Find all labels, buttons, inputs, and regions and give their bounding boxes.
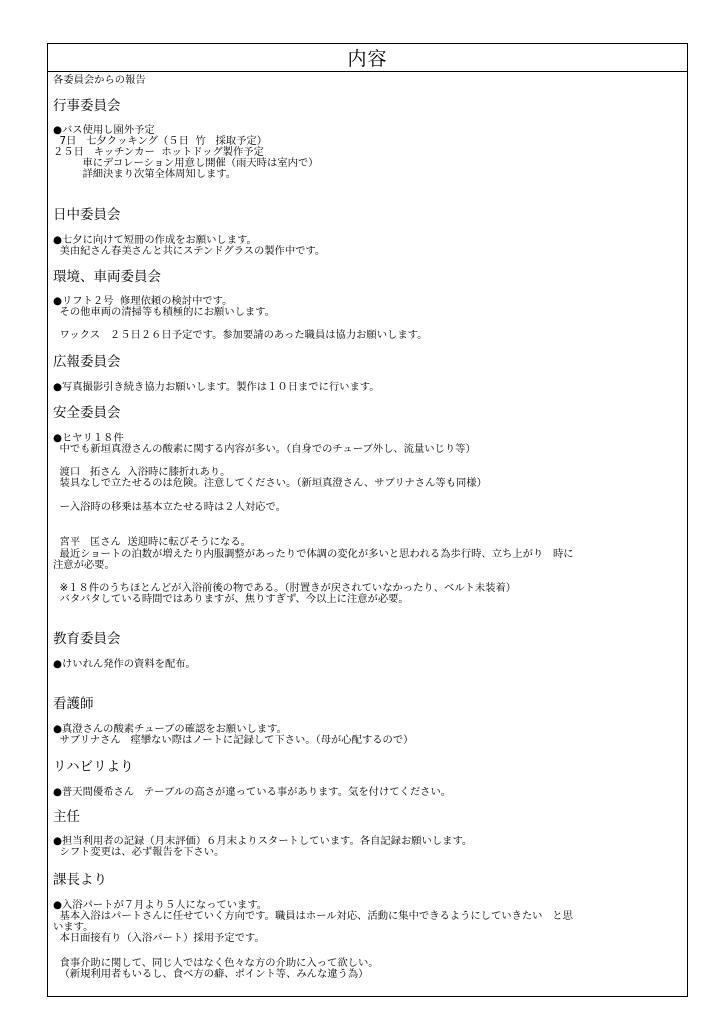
title-row [48, 44, 687, 72]
section-line: ●バス使用し園外予定 [53, 124, 155, 136]
section-heading-kyoiku: 教育委員会 [53, 631, 121, 647]
section-line: バタバタしている時間ではありますが、焦りすぎず、今以上に注意が必要。 [53, 593, 409, 605]
section-line: 宮平 匡さん 送迎時に転びそうになる。 [53, 536, 251, 548]
section-line: ●けいれん発作の資料を配布。 [53, 658, 196, 670]
section-line: 車にデコレーション用意し開催（雨天時は室内で） [53, 157, 319, 169]
section-line: ２５日 キッチンカー ホットドッグ製作予定 [53, 146, 264, 158]
section-line: 基本入浴はパートさんに任せていく方向です。職員はホール対応、活動に集中できるようにしていきたい と思 [53, 910, 573, 922]
section-line: 食事介助に関して、同じ人ではなく色々な方の介助に入って欲しい。 [53, 957, 379, 969]
section-line: ワックス ２５日２６日予定です。参加要請のあった職員は協力お願いします。 [53, 329, 428, 341]
section-line: 中でも新垣真澄さんの酸素に関する内容が多い。（自身でのチューブ外し、流量いじり等） [53, 443, 476, 455]
page-title: 内容 [347, 48, 388, 70]
section-line: ●七夕に向けて短冊の作成をお願いします。 [53, 234, 257, 246]
section-heading-koho: 広報委員会 [53, 354, 121, 370]
section-line: ※１８件のうちほとんどが入浴前後の物である。（肘置きが戻されていなかったり、ベルト未装着） [53, 582, 517, 594]
section-line: ●普天間優希さん テーブルの高さが違っている事があります。気を付けてください。 [53, 786, 452, 798]
section-heading-kangoshi: 看護師 [53, 696, 94, 712]
section-heading-anzen: 安全委員会 [53, 405, 121, 421]
section-heading-riha: リハビリより [53, 759, 134, 775]
section-line: 本日面接有り（入浴パート）採用予定です。 [53, 932, 265, 944]
section-line: ●担当利用者の記録（月末評価）６月末よりスタートしています。各自記録お願いします。 [53, 835, 473, 847]
section-heading-shunin: 主任 [53, 809, 80, 825]
section-heading-gyoji: 行事委員会 [53, 98, 121, 114]
section-line: シフト変更は、必ず報告を下さい。 [53, 846, 225, 858]
section-line: 装具なしで立たせるのは危険。注意してください。（新垣真澄さん、サブリナさん等も同様） [53, 477, 487, 489]
section-heading-kankyo: 環境、車両委員会 [53, 269, 161, 285]
section-line: 渡口 拓さん 入浴時に膝折れあり。 [53, 466, 231, 478]
section-line: ●リフト２号 修理依頼の検討中です。 [53, 295, 233, 307]
section-line: ●ヒヤリ１８件 [53, 432, 124, 444]
section-line: 美由紀さん春美さんと共にステンドグラスの製作中です。 [53, 245, 326, 257]
section-line: （新規利用者もいるし、食べ方の癖、ポイント等、みんな違う為） [53, 968, 369, 980]
section-line: 注意が必要。 [53, 559, 115, 571]
section-heading-nicchu: 日中委員会 [53, 207, 121, 223]
section-line: 7日 七夕クッキング（５日 竹 採取予定） [53, 135, 268, 147]
section-line: 最近ショートの泊数が増えたり内服調整があったりで体調の変化が多いと思われる為歩行時、立ち上がり 時に [53, 548, 574, 560]
report-frame [47, 43, 688, 997]
section-line: ー入浴時の移乗は基本立たせる時は２人対応で。 [53, 501, 286, 513]
section-line: サブリナさん 痙攣ない際はノートに記録して下さい。（母が心配するので） [53, 734, 414, 746]
section-line: その他車両の清掃等も積極的にお願いします。 [53, 306, 275, 318]
section-heading-kacho: 課長より [53, 872, 107, 888]
section-line: ●真澄さんの酸素チューブの確認をお願いします。 [53, 723, 287, 735]
section-line: 詳細決まり次第全体周知します。 [53, 168, 237, 180]
section-line: ●入浴パートが７月より５人になっています。 [53, 899, 268, 911]
section-line: います。 [53, 921, 94, 933]
section-line: ●写真撮影引き続き協力お願いします。製作は１０日までに行います。 [53, 381, 380, 393]
intro-text: 各委員会からの報告 [53, 74, 146, 86]
